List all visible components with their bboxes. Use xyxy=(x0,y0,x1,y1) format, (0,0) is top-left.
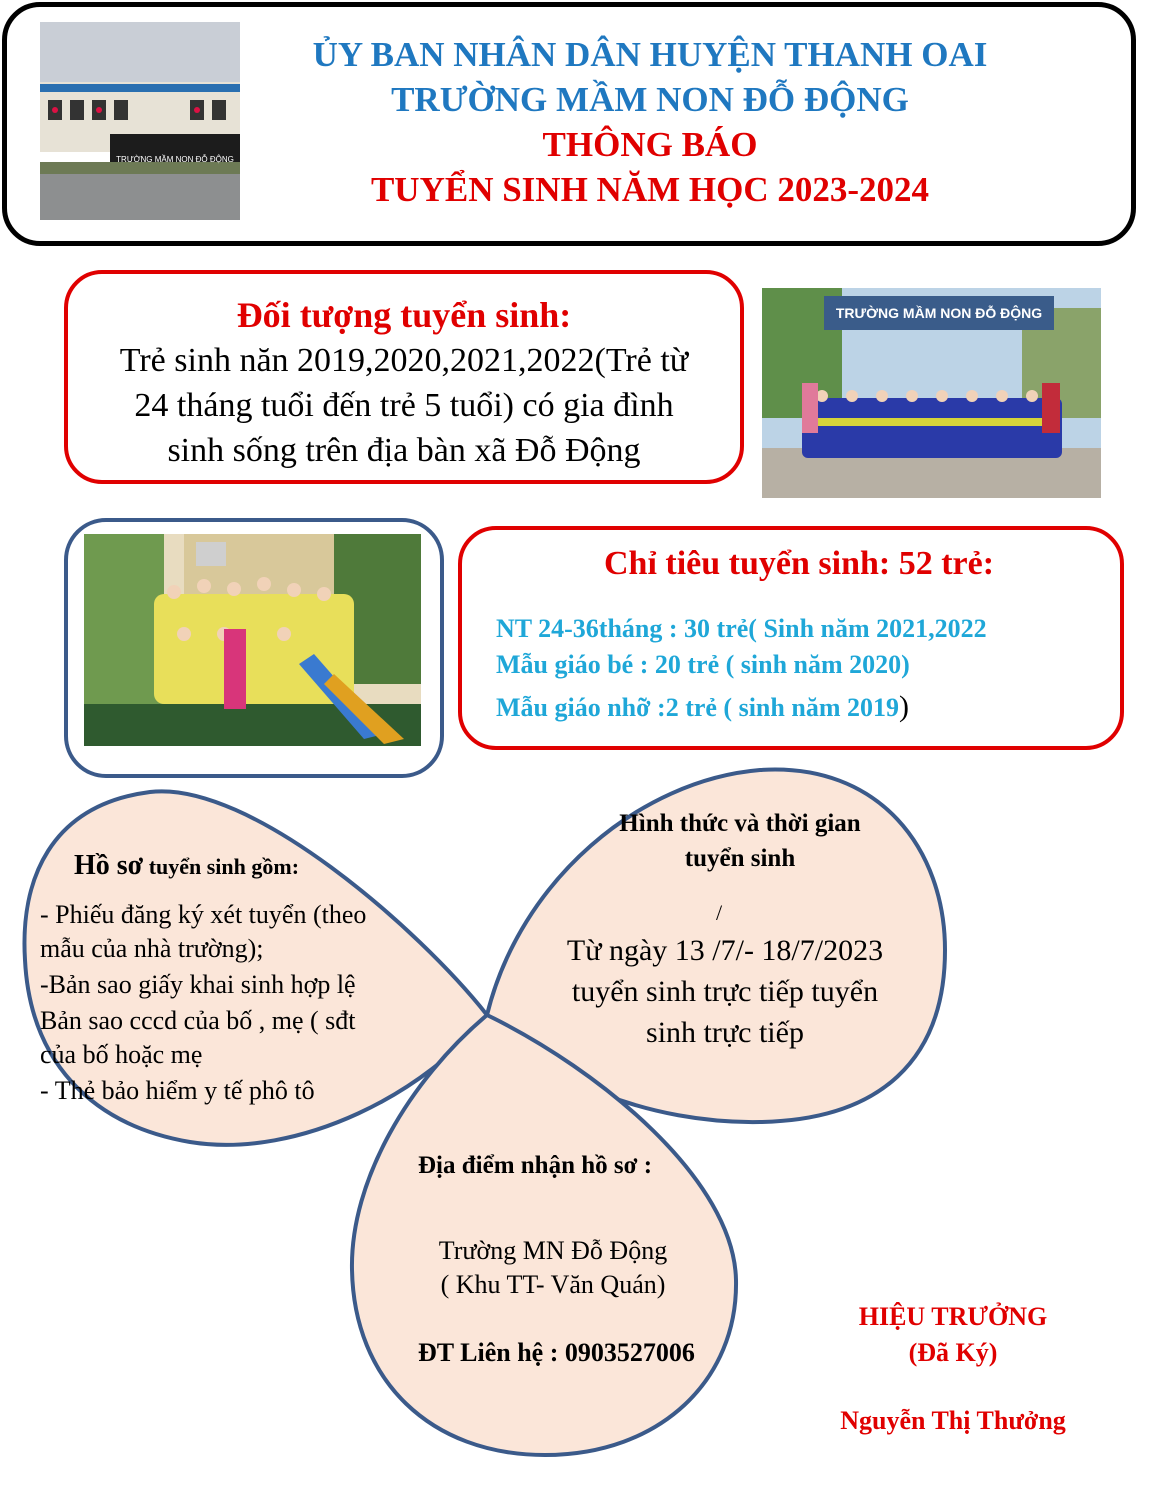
school-building-photo xyxy=(40,22,240,220)
svg-text:TRƯỜNG MẦM NON ĐỖ ĐỘNG: TRƯỜNG MẦM NON ĐỖ ĐỘNG xyxy=(116,155,234,164)
timing-slash: / xyxy=(716,900,723,925)
location-title: Địa điểm nhận hồ sơ : xyxy=(418,1152,653,1179)
documents-item: của bố hoặc mẹ xyxy=(40,1040,203,1069)
timing-dates: Từ ngày 13 /7/- 18/7/2023 xyxy=(566,934,884,967)
quota-nursery-line: NT 24-36tháng : 30 trẻ( Sinh năm 2021,2022 xyxy=(496,614,987,643)
notice-title: THÔNG BÁO xyxy=(542,125,758,164)
district-committee: ỦY BAN NHÂN DÂN HUYỆN THANH OAI xyxy=(312,35,988,74)
quota-kindergarten-small-line: Mẫu giáo bé : 20 trẻ ( sinh năm 2020) xyxy=(496,650,910,679)
documents-item: - Thẻ bảo hiểm y tế phô tô xyxy=(40,1076,315,1105)
timing-title-line-1: Hình thức và thời gian xyxy=(619,810,861,837)
documents-item: - Phiếu đăng ký xét tuyển (theo xyxy=(40,900,367,929)
timing-method-line-1: tuyển sinh trực tiếp tuyển xyxy=(571,975,879,1008)
graduation-class-photo xyxy=(762,288,1101,498)
documents-item: -Bản sao giấy khai sinh hợp lệ xyxy=(40,970,356,999)
principal-title: HIỆU TRƯỞNG xyxy=(858,1302,1048,1331)
header-titles xyxy=(250,32,1050,212)
documents-title-main: Hồ sơ xyxy=(74,850,144,881)
documents-title-rest: tuyển sinh gồm: xyxy=(143,854,300,879)
documents-item: Bản sao cccd của bố , mẹ ( sđt xyxy=(40,1006,356,1035)
target-audience-line-2: 24 tháng tuổi đến trẻ 5 tuổi) có gia đình xyxy=(134,387,674,424)
principal-name: Nguyễn Thị Thưởng xyxy=(840,1406,1066,1435)
quota-kindergarten-medium-text: Mẫu giáo nhỡ :2 trẻ ( sinh năm 2019 xyxy=(496,693,899,722)
target-audience-line-3: sinh sống trên địa bàn xã Đỗ Động xyxy=(167,432,641,469)
target-audience-line-1: Trẻ sinh năn 2019,2020,2021,2022(Trẻ từ xyxy=(119,342,689,379)
timing-title-line-2: tuyển sinh xyxy=(684,845,796,872)
documents-title xyxy=(74,850,299,882)
signed-status: (Đã Ký) xyxy=(908,1338,998,1367)
documents-item: mẫu của nhà trường); xyxy=(40,934,264,963)
target-audience-title: Đối tượng tuyển sinh: xyxy=(236,295,572,335)
timing-body xyxy=(520,930,930,1053)
location-area: ( Khu TT- Văn Quán) xyxy=(440,1270,666,1299)
location-school: Trường MN Đỗ Động xyxy=(438,1236,668,1265)
quota-closing-paren: ) xyxy=(898,690,909,723)
timing-title xyxy=(560,806,920,876)
target-audience-box xyxy=(64,270,744,484)
school-name: TRƯỜNG MẦM NON ĐỖ ĐỘNG xyxy=(391,80,909,119)
contact-phone: ĐT Liên hệ : 0903527006 xyxy=(418,1338,695,1367)
admission-quota-title: Chỉ tiêu tuyển sinh: 52 trẻ: xyxy=(604,545,995,582)
svg-text:TRƯỜNG MẦM NON ĐỖ ĐỘNG: TRƯỜNG MẦM NON ĐỖ ĐỘNG xyxy=(835,305,1043,321)
quota-kindergarten-medium-line xyxy=(496,690,909,724)
admission-year-title: TUYỂN SINH NĂM HỌC 2023-2024 xyxy=(370,170,930,209)
children-group-photo xyxy=(84,534,421,746)
timing-method-line-2: sinh trực tiếp xyxy=(646,1016,804,1049)
